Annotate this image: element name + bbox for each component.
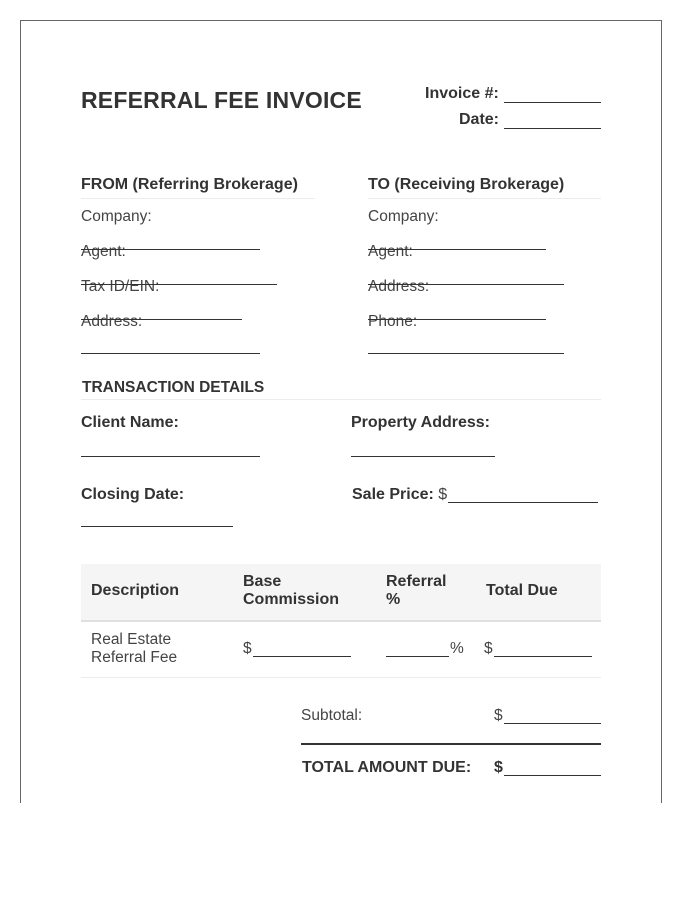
from-agent-field[interactable] [81, 249, 260, 250]
to-heading: TO (Receiving Brokerage) [368, 176, 565, 193]
from-company-label: Company: [81, 208, 152, 225]
row-referral-percent-symbol: % [450, 640, 464, 657]
invoice-number-label: Invoice #: [425, 85, 499, 102]
from-tax-id-field[interactable] [81, 284, 277, 285]
from-heading: FROM (Referring Brokerage) [81, 176, 298, 193]
row-base-commission-currency: $ [243, 640, 252, 657]
from-agent-label: Agent: [81, 243, 126, 260]
property-address-label: Property Address: [351, 414, 490, 431]
row-total-due-currency: $ [484, 640, 493, 657]
row-description: Real Estate Referral Fee [91, 631, 178, 666]
invoice-title: REFERRAL FEE INVOICE [81, 87, 362, 113]
subtotal-label: Subtotal: [301, 707, 363, 724]
table-bottom-divider [81, 677, 601, 678]
invoice-date-label: Date: [459, 111, 500, 128]
subtotal-field[interactable] [504, 723, 601, 724]
to-phone-field[interactable] [368, 319, 546, 320]
property-address-field[interactable] [351, 456, 495, 457]
sale-price-row [352, 486, 447, 504]
to-agent-field[interactable] [368, 249, 546, 250]
col-header-description: Description [91, 582, 180, 599]
to-address-label: Address: [368, 278, 430, 295]
closing-date-field[interactable] [81, 526, 233, 527]
totals-divider [301, 743, 601, 745]
col-header-total-due: Total Due [486, 582, 558, 599]
client-name-label: Client Name: [81, 414, 179, 431]
to-phone-label: Phone: [368, 313, 418, 330]
col-header-base-commission: Base Commission [243, 573, 340, 608]
from-address-line-2[interactable] [81, 353, 260, 354]
from-tax-id-label: Tax ID/EIN: [81, 278, 160, 295]
from-address-label: Address: [81, 313, 143, 330]
total-amount-due-field[interactable] [504, 775, 601, 776]
closing-date-label: Closing Date: [81, 486, 185, 503]
from-address-field[interactable] [81, 319, 242, 320]
client-name-field[interactable] [81, 456, 260, 457]
invoice-number-field[interactable] [504, 102, 601, 103]
total-amount-due-label: TOTAL AMOUNT DUE: [302, 759, 472, 776]
sale-price-field[interactable] [448, 502, 598, 503]
to-agent-label: Agent: [368, 243, 413, 260]
invoice-sheet [20, 20, 662, 803]
sale-price-label: Sale Price: [352, 486, 434, 503]
sale-price-currency: $ [438, 486, 448, 503]
row-base-commission-field[interactable] [253, 656, 351, 657]
to-company-label: Company: [368, 208, 439, 225]
invoice-date-field[interactable] [504, 128, 601, 129]
transaction-divider [81, 399, 601, 400]
to-divider [368, 198, 601, 199]
row-referral-percent-field[interactable] [386, 656, 449, 657]
transaction-heading: TRANSACTION DETAILS [82, 379, 265, 396]
row-total-due-field[interactable] [494, 656, 592, 657]
col-header-referral-percent: Referral % [386, 573, 447, 608]
to-extra-line[interactable] [368, 353, 564, 354]
from-divider [81, 198, 315, 199]
to-address-field[interactable] [368, 284, 564, 285]
subtotal-currency: $ [494, 707, 503, 724]
total-amount-due-currency: $ [494, 759, 503, 776]
